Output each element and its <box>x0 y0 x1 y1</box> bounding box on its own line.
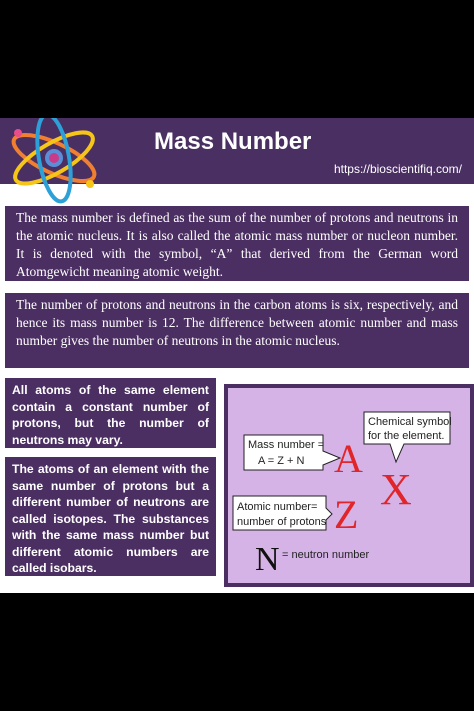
nuclide-notation-diagram <box>228 388 470 583</box>
symbol-label-line2: for the element. <box>368 430 445 442</box>
neutron-label: = neutron number <box>282 549 370 561</box>
atomic-label-line1: Atomic number= <box>237 501 318 513</box>
letter-z: Z <box>334 492 359 537</box>
paragraph-definition: The mass number is defined as the sum of the number of protons and neutrons in the atomic nucleus. It is also called the atomic mass number or nucleon number. It is denoted with the symbol, “A” that derived from the German word Atomgewicht meaning atomic weight. <box>5 206 469 281</box>
symbol-label-line1: Chemical symbol <box>368 416 452 428</box>
source-url: https://bioscientifiq.com/ <box>333 162 462 176</box>
letter-a: A <box>334 436 363 481</box>
chemical-symbol-callout <box>364 412 452 462</box>
letter-x: X <box>380 465 412 514</box>
atom-icon <box>4 118 108 204</box>
letter-n: N <box>255 541 280 578</box>
paragraph-carbon-example: The number of protons and neutrons in the carbon atoms is six, respectively, and hence its mass number is 12. The difference between atomic number and mass number gives the number of neutrons in the atomic nucleus. <box>5 293 469 368</box>
mass-label-line2: A = Z + N <box>258 455 305 467</box>
infographic-card <box>0 118 474 593</box>
mass-number-callout <box>244 435 340 470</box>
mass-label-line1: Mass number = <box>248 439 325 451</box>
atomic-number-callout <box>233 496 332 530</box>
page-title: Mass Number <box>154 128 312 155</box>
atomic-label-line2: number of protons <box>237 516 327 528</box>
paragraph-neutrons-vary: All atoms of the same element contain a constant number of protons, but the number of neutrons may vary. <box>5 378 216 448</box>
paragraph-isotopes-isobars: The atoms of an element with the same number of protons but a different number of neutrons are called isotopes. The substances with the same mass number but different atomic numbers are called isobars. <box>5 457 216 576</box>
